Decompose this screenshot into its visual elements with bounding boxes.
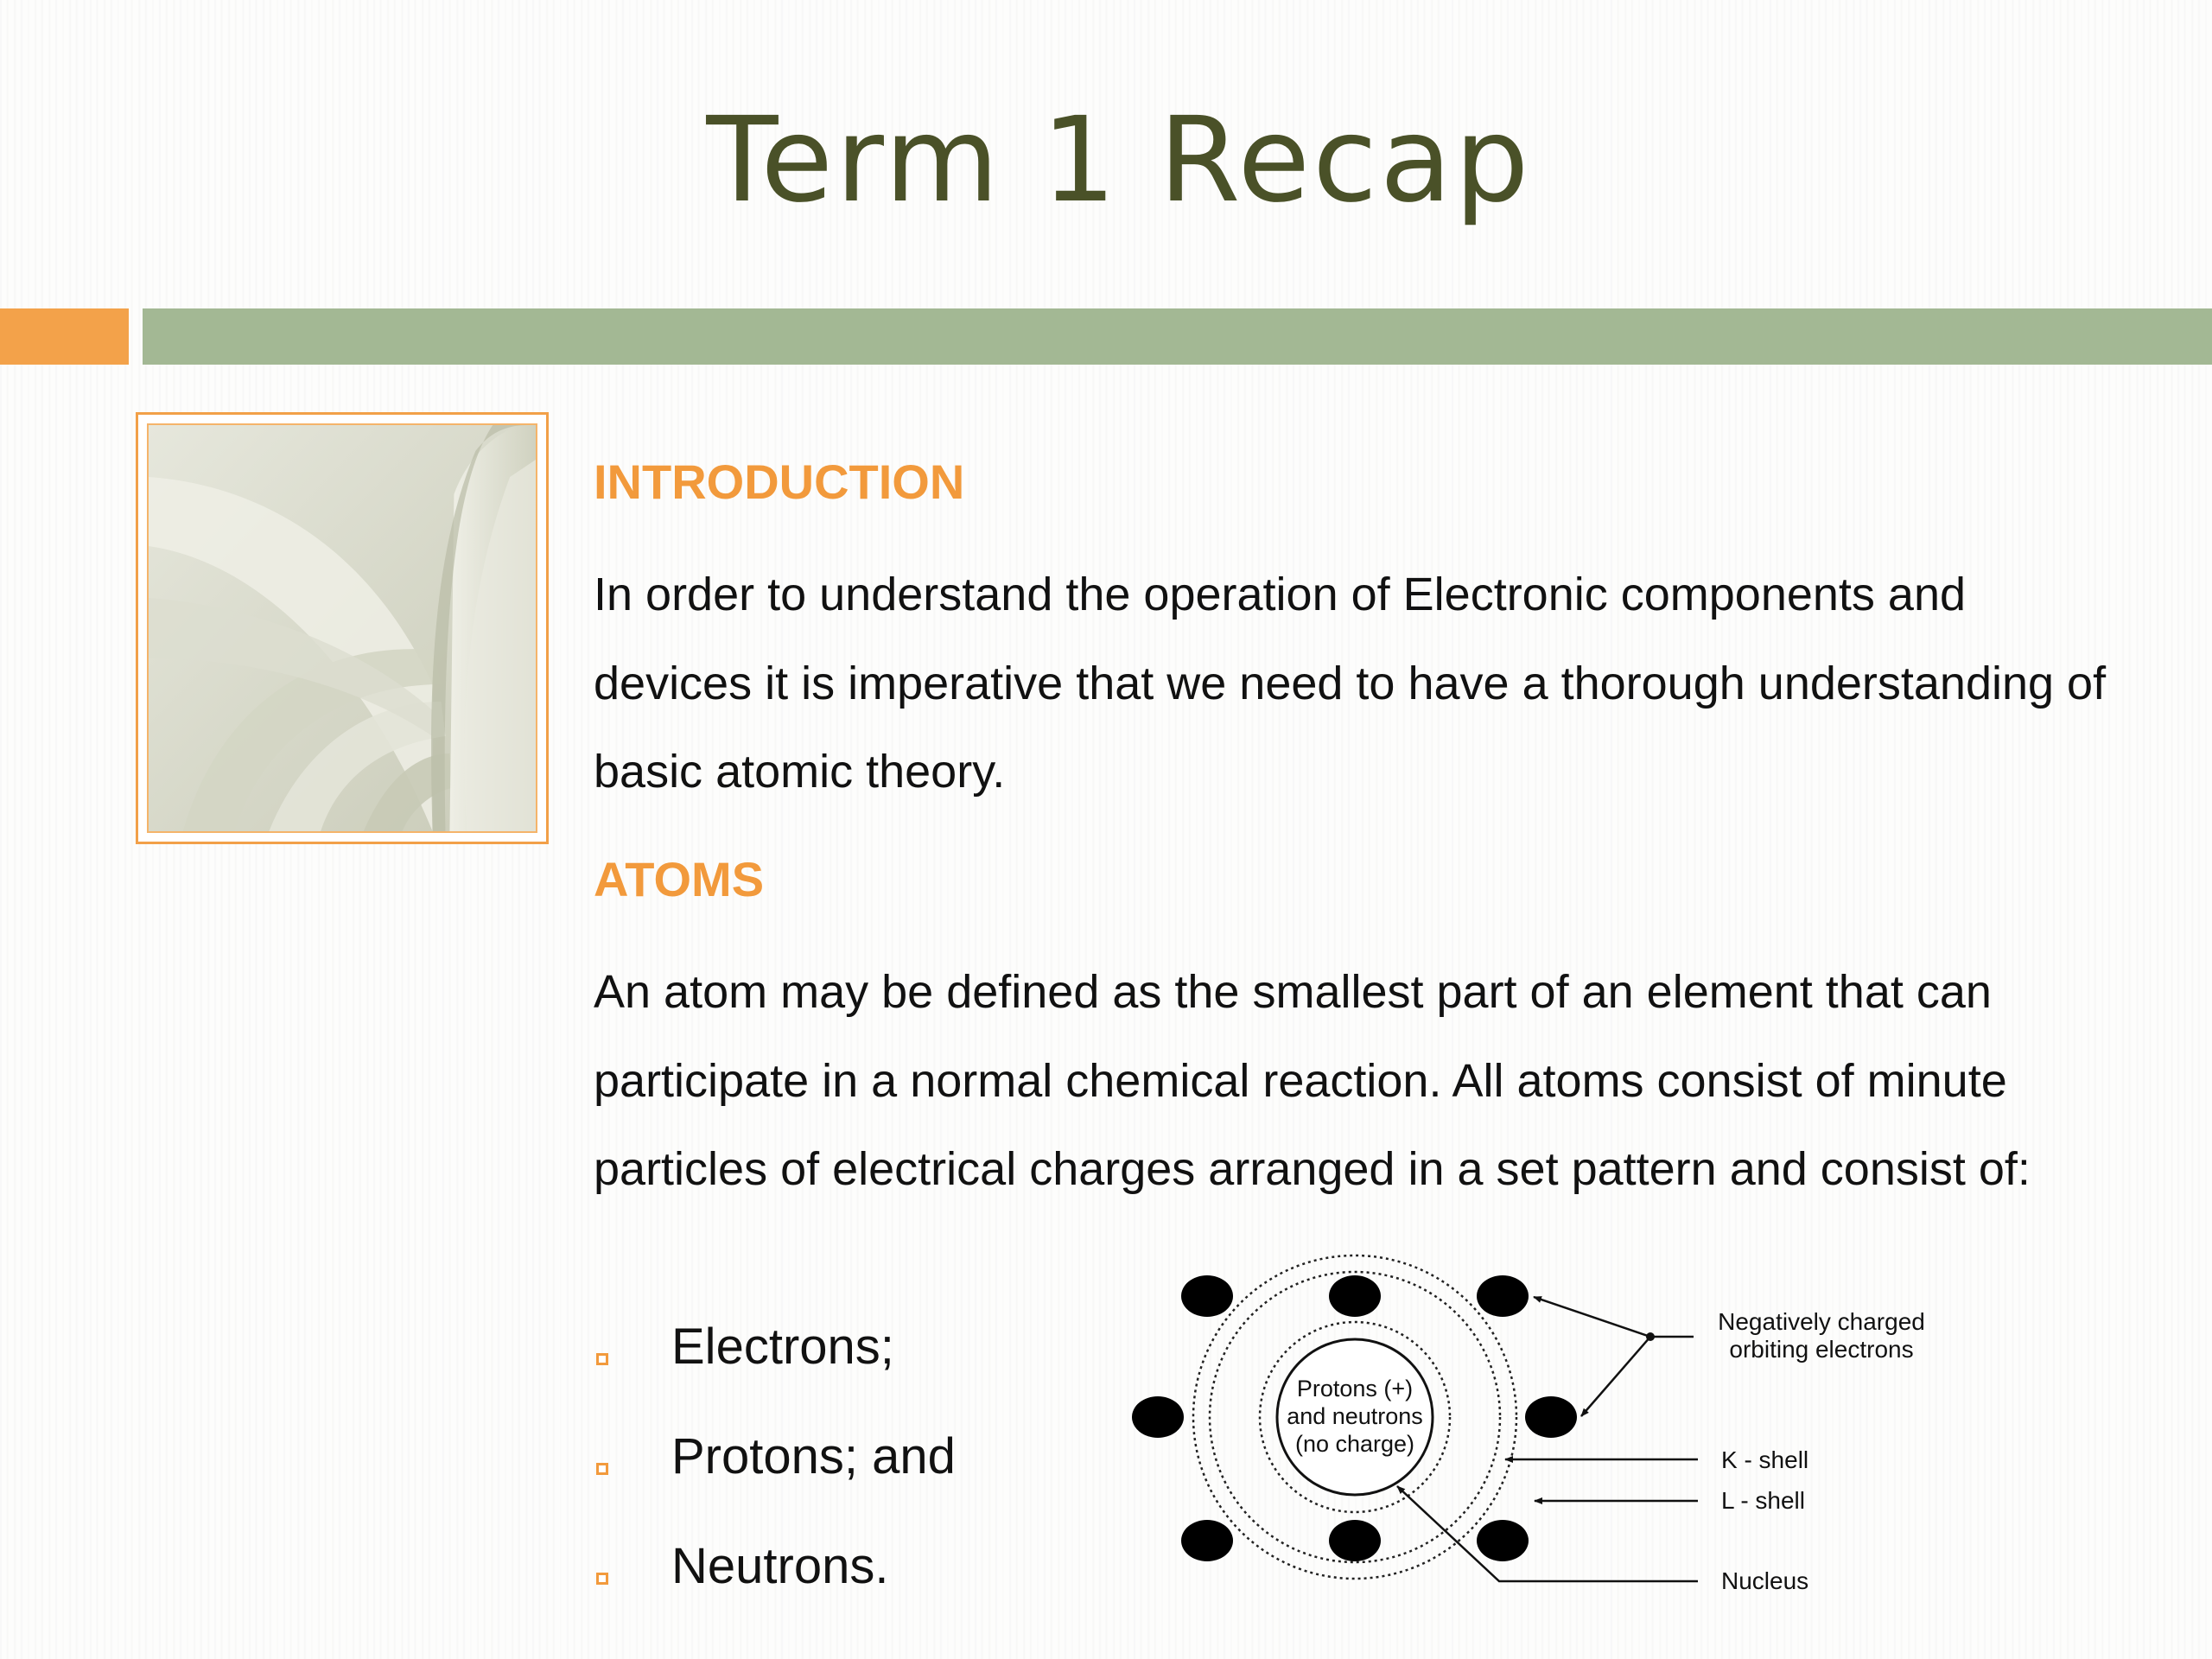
nucleus-label-line: Protons (+) [1296, 1376, 1414, 1402]
introduction-heading: INTRODUCTION [594, 454, 965, 509]
nucleus-label: Nucleus [1721, 1567, 1809, 1594]
list-item-text: Protons; and [671, 1428, 956, 1484]
electron [1181, 1520, 1233, 1561]
atom-diagram [1123, 1240, 1953, 1607]
electrons-label-line: orbiting electrons [1729, 1336, 1914, 1363]
electron [1329, 1275, 1381, 1317]
accent-bar-orange [0, 308, 129, 365]
electrons-arrow [1534, 1297, 1650, 1337]
electron [1477, 1275, 1529, 1317]
electron [1329, 1520, 1381, 1561]
slide-title: Term 1 Recap [706, 92, 1532, 229]
electrons-arrow [1581, 1337, 1650, 1416]
nucleus-label-line: and neutrons [1287, 1403, 1423, 1429]
introduction-paragraph: In order to understand the operation of Electronic components and devices it is imperative that we need to have a thorough understanding of basic atomic theory. [594, 569, 2107, 798]
k-shell-label: K - shell [1721, 1446, 1809, 1473]
book-pages-image [147, 423, 537, 833]
electron [1525, 1396, 1577, 1438]
atoms-heading: ATOMS [594, 852, 765, 906]
electron [1132, 1396, 1184, 1438]
electron [1181, 1275, 1233, 1317]
book-pages-illustration [149, 425, 536, 831]
l-shell-label: L - shell [1721, 1487, 1806, 1514]
nucleus-label-line: (no charge) [1294, 1431, 1415, 1457]
decorative-photo-frame [136, 412, 549, 844]
hollow-square-bullet-icon [596, 1353, 608, 1365]
list-item-text: Neutrons. [671, 1538, 889, 1594]
list-item-text: Electrons; [671, 1319, 894, 1375]
accent-bar-green [143, 308, 2212, 365]
hollow-square-bullet-icon [596, 1463, 608, 1475]
electron [1477, 1520, 1529, 1561]
atoms-paragraph: An atom may be defined as the smallest part of an element that can participate in a normal chemical reaction. All atoms consist of minute particles of electrical charges arranged in a set pattern and consist of: [594, 966, 2031, 1195]
hollow-square-bullet-icon [596, 1573, 608, 1585]
electrons-label-line: Negatively charged [1718, 1308, 1925, 1335]
